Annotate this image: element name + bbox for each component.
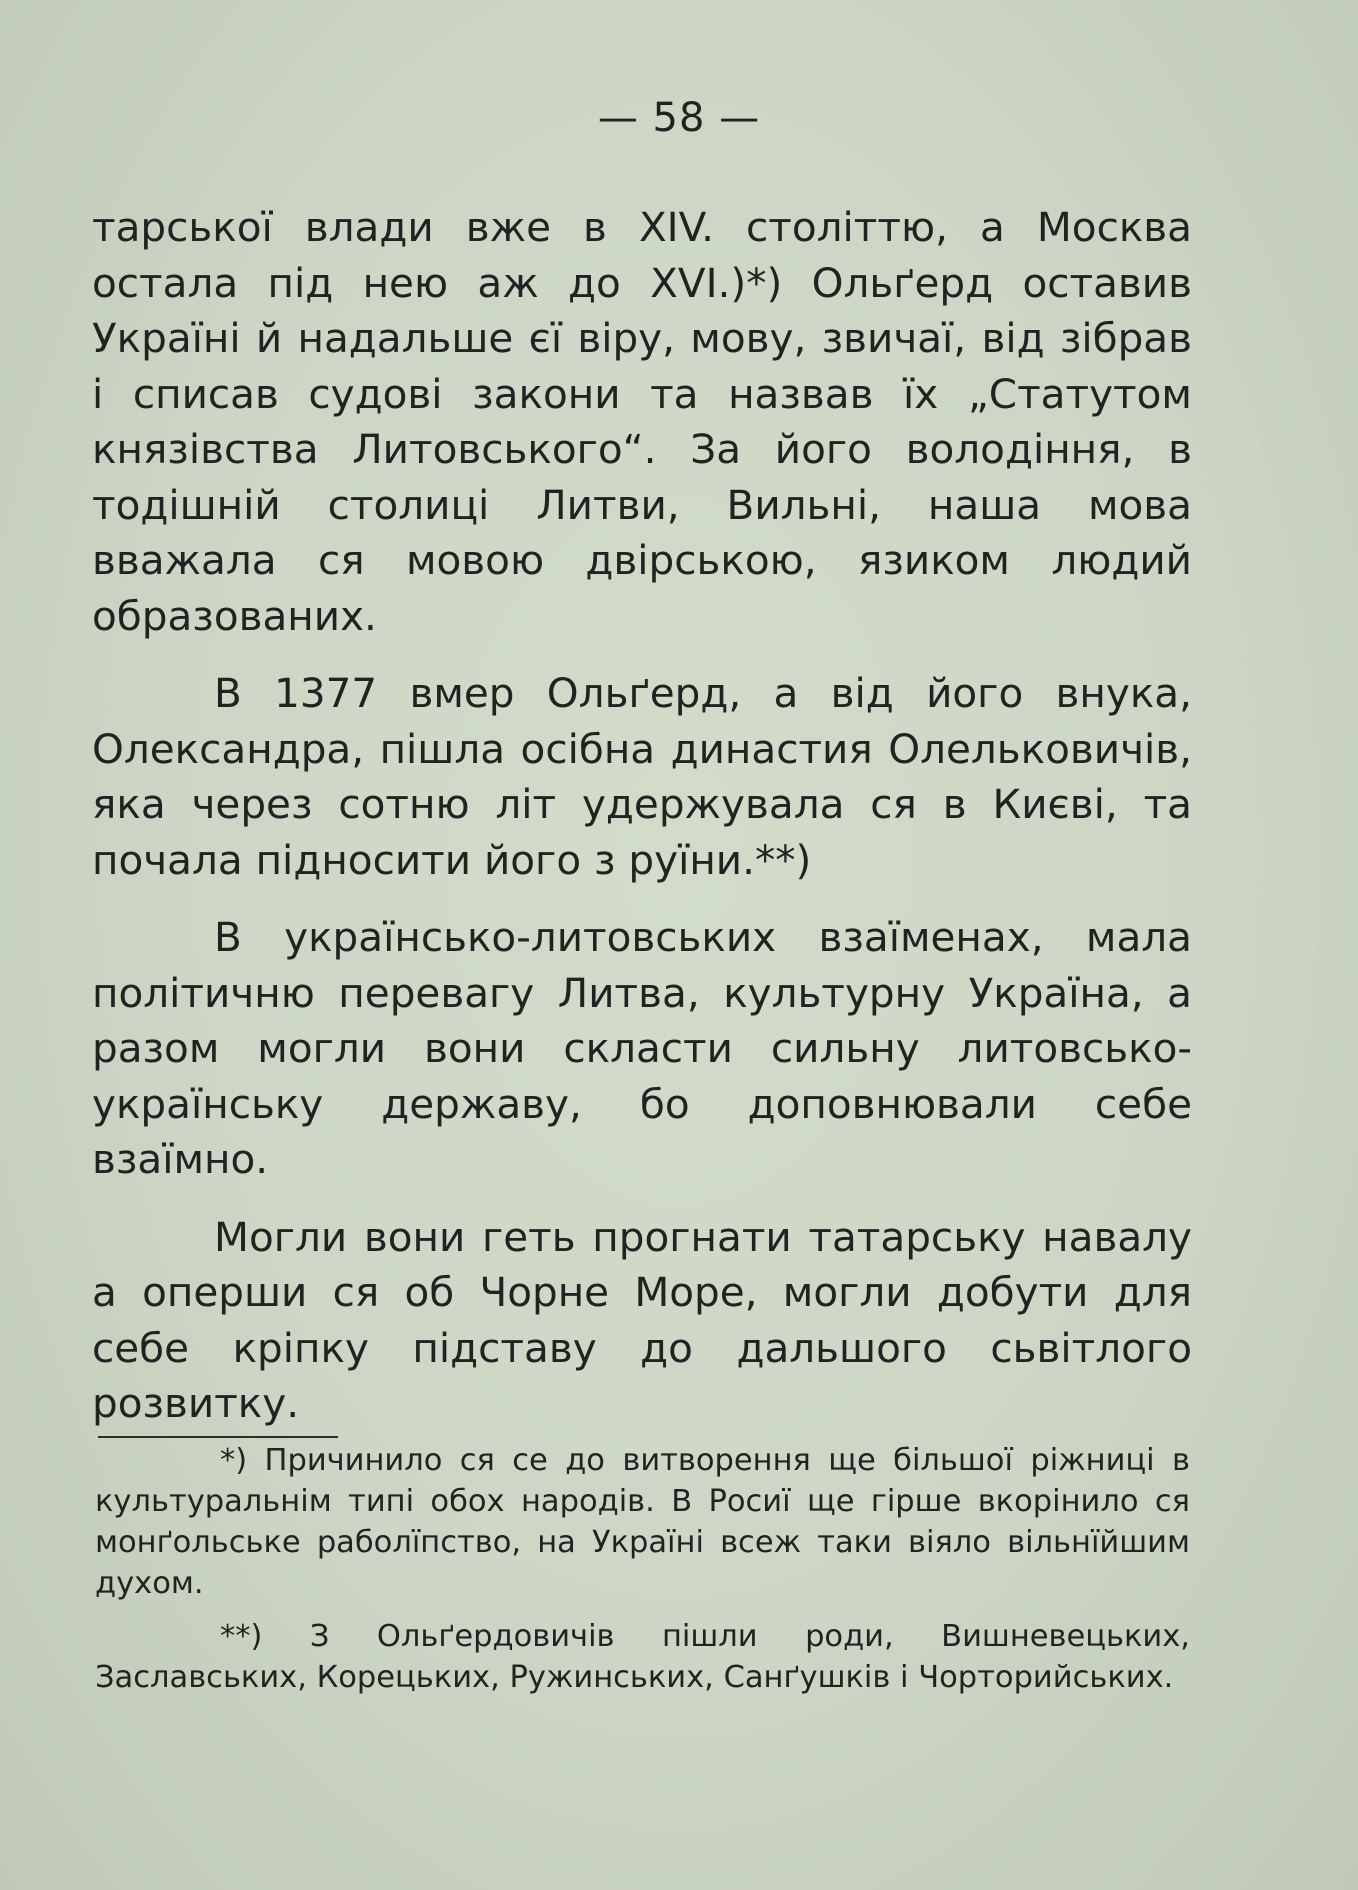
- paragraph-4: Могли вони геть прогнати татарську навалу а оперши ся об Чорне Море, могли добути для себе кріпку підставу до дальшого сьвітлого розвитку.: [92, 1212, 1192, 1427]
- footnotes: [95, 1440, 1190, 1698]
- paragraph-1: тарської влади вже в XIV. століттю, а Москва остала під нею аж до XVI.)*) Ольґерд оставив Україні й надальше єї віру, мову, звичаї, від зібрав і списав судові закони та назвав їх „Статутом князівства Литовського“. За його володіння, в тодішній столиці Литви, Вильні, наша мова вважала ся мовою двірською, язиком людий образованих.: [92, 203, 1192, 640]
- paragraph-2: В 1377 вмер Ольґерд, а від його внука, Олександра, пішла осібна династия Олельковичів, яка через сотню літ удержувала ся в Києві, та почала підносити його з руїни.**): [92, 669, 1192, 884]
- footnote-2: **) З Ольґердовичів пішли роди, Вишневецьких, Заславських, Корецьких, Ружинських, Санґушків і Чорторийських.: [95, 1619, 1190, 1695]
- footnote-divider: [98, 1436, 338, 1438]
- footnote-1: *) Причинило ся се до витворення ще більшої ріжниці в культуральнім типі обох народів. В Росиї ще гірше вкорінило ся монґольське раболїпство, на Україні всеж таки віяло вільнїйшим духом.: [95, 1443, 1190, 1601]
- page-number: — 58 —: [597, 95, 761, 141]
- main-text: [92, 200, 1192, 1432]
- paragraph-3: В українсько-литовських взаїменах, мала політичню перевагу Литва, культурну Україна, а разом могли вони скласти сильну литовсько-українську державу, бо доповнювали себе взаїмно.: [92, 913, 1192, 1183]
